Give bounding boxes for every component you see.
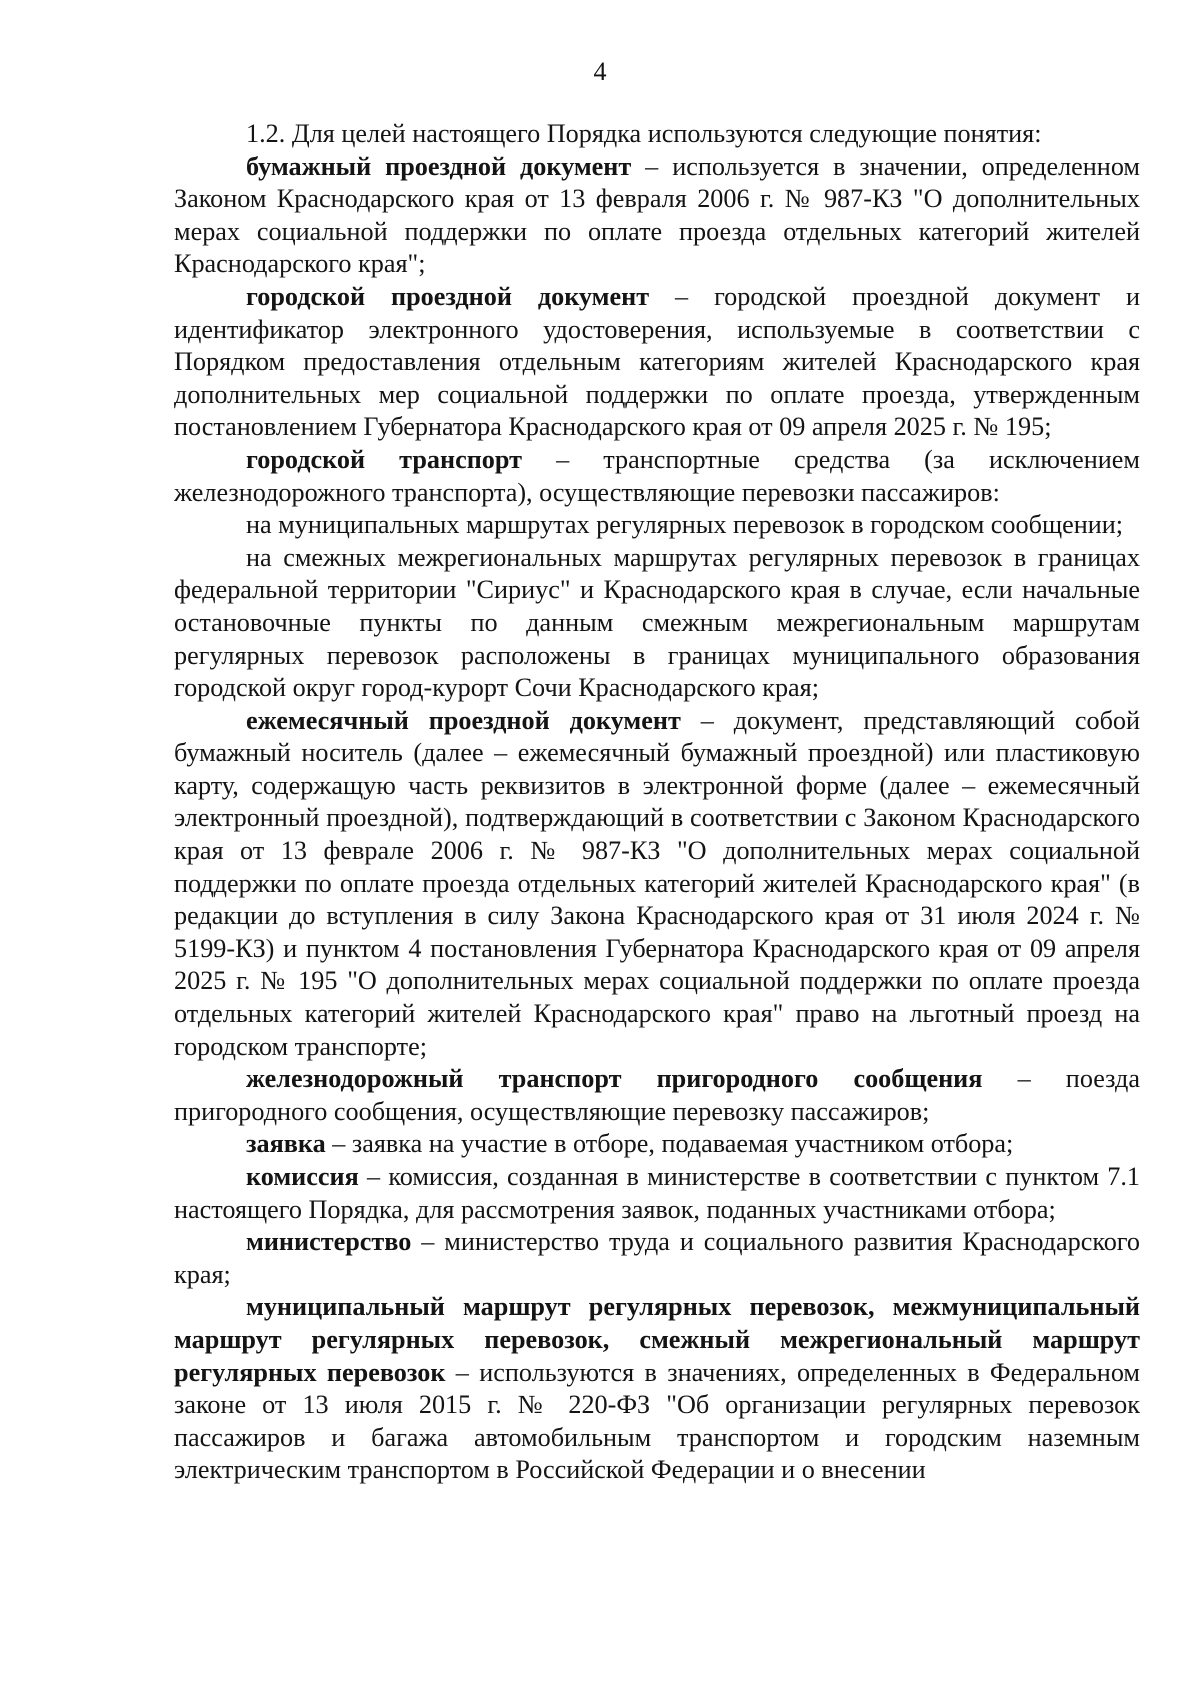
definition-text: – заявка на участие в отборе, подаваемая участником отбора; bbox=[325, 1129, 1014, 1159]
paragraph-intro bbox=[174, 118, 1140, 151]
definition-term: заявка bbox=[246, 1129, 326, 1159]
definition-text: – транспортные средства (за исключением железнодорожного транспорта), осуществляющие перевозки пассажиров: bbox=[174, 444, 1140, 507]
definition-city-ticket bbox=[174, 281, 1140, 444]
definition-term: комиссия bbox=[246, 1162, 359, 1191]
definition-term: муниципальный маршрут регулярных перевозок, межмуниципальный маршрут регулярных перевозок, смежный межрегиональный маршрут регулярных перевозок bbox=[174, 1292, 1140, 1387]
list-item-interregional-routes bbox=[174, 542, 1140, 705]
definition-suburban-rail bbox=[174, 1063, 1140, 1128]
definition-text: – поезда пригородного сообщения, осуществляющие перевозку пассажиров; bbox=[174, 1064, 1140, 1126]
page-number: 4 bbox=[593, 57, 607, 86]
definition-monthly-ticket bbox=[174, 705, 1140, 1064]
definition-term: городской проездной документ bbox=[246, 281, 650, 311]
paragraph-text: на муниципальных маршрутах регулярных перевозок в городском сообщении; bbox=[246, 510, 1124, 540]
paragraph-text: 1.2. Для целей настоящего Порядка используются следующие понятия: bbox=[246, 119, 1042, 148]
list-item-municipal-routes bbox=[174, 509, 1140, 542]
definition-ministry bbox=[174, 1226, 1140, 1291]
definition-paper-ticket bbox=[174, 151, 1140, 281]
document-body bbox=[174, 118, 1140, 1487]
definition-text: – городской проездной документ и идентификатор электронного удостоверения, используемые в соответствии с Порядком предоставления отдельным категориям жителей Краснодарского края дополнительных мер социальной поддержки по оплате проезда, утвержденным постановлением Губернатора Краснодарского края от 09 апреля 2025 г. № 195; bbox=[174, 281, 1140, 442]
definition-text: – комиссия, созданная в министерстве в соответствии с пунктом 7.1 настоящего Порядка, для рассмотрения заявок, поданных участниками отбора; bbox=[174, 1162, 1140, 1224]
definition-term: железнодорожный транспорт пригородного сообщения bbox=[246, 1064, 983, 1094]
definition-term: ежемесячный проездной документ bbox=[246, 705, 681, 735]
definition-text: – используется в значении, определенном Законом Краснодарского края от 13 февраля 2006 г. № 987-КЗ "О дополнительных мерах социальной поддержки по оплате проезда отдельных категорий жителей Краснодарского края"; bbox=[174, 151, 1140, 279]
definition-text: – министерство труда и социального развития Краснодарского края; bbox=[174, 1227, 1140, 1289]
definition-commission bbox=[174, 1161, 1140, 1226]
definition-term: министерство bbox=[246, 1227, 412, 1257]
definition-application bbox=[174, 1128, 1140, 1161]
definition-city-transport bbox=[174, 444, 1140, 509]
paragraph-text: на смежных межрегиональных маршрутах регулярных перевозок в границах федеральной территории "Сириус" и Краснодарского края в случае, если начальные остановочные пункты по данным смежным межрегиональным маршрутам регулярных перевозок расположены в границах муниципального образования городской округ город-курорт Сочи Краснодарского края; bbox=[174, 542, 1140, 703]
definition-routes bbox=[174, 1291, 1140, 1487]
definition-text: – документ, представляющий собой бумажный носитель (далее – ежемесячный бумажный проездной) или пластиковую карту, содержащую часть реквизитов в электронной форме (далее – ежемесячный электронный проездной), подтверждающий в соответствии с Законом Краснодарского края от 13 феврале 2006 г. № 987-КЗ "О дополнительных мерах социальной поддержки по оплате проезда отдельных категорий жителей Краснодарского края" (в редакции до вступления в силу Закона Краснодарского края от 31 июля 2024 г. № 5199-КЗ) и пунктом 4 постановления Губернатора Краснодарского края от 09 апреля 2025 г. № 195 "О дополнительных мерах социальной поддержки по оплате проезда отдельных категорий жителей Краснодарского края" право на льготный проезд на городском транспорте; bbox=[174, 705, 1140, 1061]
definition-term: городской транспорт bbox=[246, 444, 522, 474]
definition-text: – используются в значениях, определенных в Федеральном законе от 13 июля 2015 г. № 220-ФЗ "Об организации регулярных перевозок пассажиров и багажа автомобильным транспортом и городским наземным электрическим транспортом в Российской Федерации и о внесении bbox=[174, 1357, 1140, 1485]
definition-term: бумажный проездной документ bbox=[246, 151, 632, 181]
